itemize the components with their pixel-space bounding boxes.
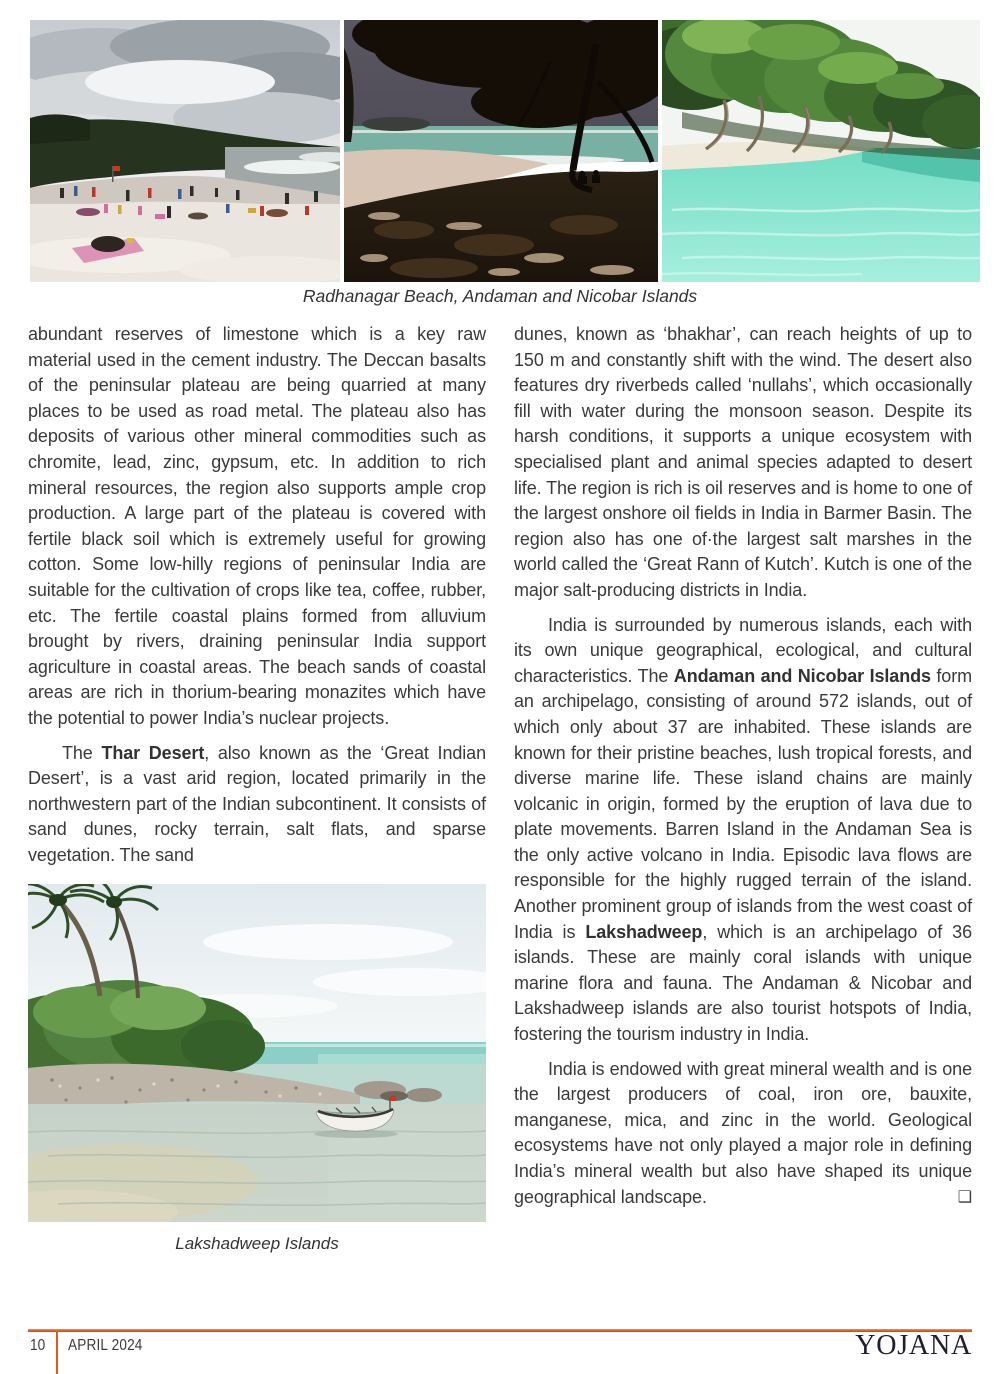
figure-caption: Lakshadweep Islands	[175, 1234, 339, 1254]
page-number: 10	[30, 1337, 46, 1354]
photo-gallery	[30, 20, 980, 282]
magazine-logo: YOJANA	[855, 1330, 972, 1361]
paragraph: abundant reserves of limestone which is a key raw material used in the cement industry. The Deccan basalts of the peninsular plateau are being quarried at many places to be used as road metal. The plateau also has deposits of various other mineral commodities such as chromite, lead, zinc, gypsum, etc. In addition to rich mineral resources, the region also supports ample crop production. A large part of the plateau is covered with fertile black soil which is extremely useful for growing cotton. Some low-hilly regions of peninsular India are suitable for the cultivation of crops like tea, coffee, rubber, etc. The fertile coastal plains formed from alluvium brought by rivers, draining peninsular India support agriculture in coastal areas. The beach sands of coastal areas are rich in thorium-bearing monazites which have the potential to power India’s nuclear projects.	[28, 324, 486, 728]
paragraph: The Thar Desert, also known as the ‘Great Indian Desert’, is a vast arid region, located primarily in the northwestern part of the Indian subcontinent. It consists of sand dunes, rocky terrain, salt flats, and sparse vegetation. The sand	[28, 742, 487, 865]
palm-lagoon-photo	[662, 20, 980, 282]
radhanagar-beach-photo	[30, 20, 340, 282]
lakshadweep-photo	[28, 884, 486, 1222]
right-column	[514, 322, 972, 1254]
left-column	[28, 322, 486, 1254]
lakshadweep-figure	[28, 884, 486, 1254]
paragraph: India is endowed with great mineral wealth and is one the largest producers of coal, iron ore, bauxite, manganese, mica, and zinc in the world. Geological ecosystems have not only played a major role in defining India’s mineral wealth but also have shaped its unique geographical landscape. ❑	[514, 1057, 972, 1211]
gallery-caption: Radhanagar Beach, Andaman and Nicobar Islands	[302, 286, 698, 306]
paragraph: India is surrounded by numerous islands, each with its own unique geographical, ecological, and cultural characteristics. The Andaman and Nicobar Islands form an archipelago, consisting of around 572 islands, out of which only about 37 are inhabited. These islands are known for their pristine beaches, lush tropical forests, and diverse marine life. These island chains are mainly volcanic in origin, formed by the eruption of lava due to plate movements. Barren Island in the Andaman Sea is the only active volcano in India. Episodic lava flows are responsible for the highly rugged terrain of the island. Another prominent group of islands from the west coast of India is Lakshadweep, which is an archipelago of 36 islands. These are mainly coral islands with unique marine flora and fauna. The Andaman & Nicobar and Lakshadweep islands are also tourist hotspots of India, fostering the tourism industry in India.	[514, 614, 972, 1045]
paragraph: dunes, known as ‘bhakhar’, can reach heights of up to 150 m and constantly shift with the wind. The desert also features dry riverbeds called ‘nullahs’, which occasionally fill with water during the monsoon season. Despite its harsh conditions, it supports a unique ecosystem with specialised plant and animal species adapted to desert life. The region is rich is oil reserves and is home to one of the largest onshore oil fields in India in Barmer Basin. The region also has one of·the largest salt marshes in the world called the ‘Great Rann of Kutch’. Kutch is one of the major salt-producing districts in India.	[514, 324, 972, 600]
issue-date: APRIL 2024	[68, 1337, 143, 1354]
footer-rule	[28, 1329, 972, 1332]
footer-divider-line	[56, 1331, 58, 1374]
shaded-beach-photo	[344, 20, 658, 282]
end-of-article-icon: ❑	[957, 1188, 972, 1206]
article-columns	[28, 322, 972, 1254]
